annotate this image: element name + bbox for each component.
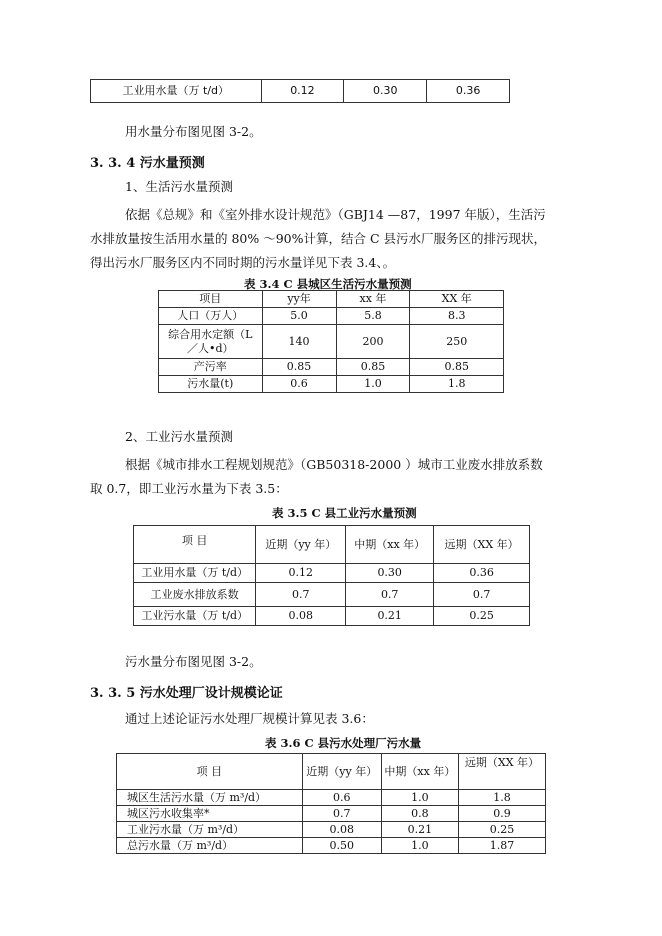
table-cell: 140 [262, 325, 336, 359]
table-header-row [159, 291, 504, 308]
section-heading-3-3-4: 3. 3. 4 污水量预测 [90, 156, 205, 171]
table-cell: 0.6 [262, 376, 336, 393]
figure-reference: 污水量分布图见图 3-2。 [125, 654, 262, 669]
column-header: xx 年 [336, 291, 410, 308]
table-cell: 0.85 [410, 359, 504, 376]
column-header: yy年 [262, 291, 336, 308]
table-row [159, 325, 504, 359]
table-cell: 0.08 [256, 607, 346, 626]
table-cell: 0.9 [458, 806, 545, 822]
table-3-6 [116, 753, 546, 854]
table-row [159, 376, 504, 393]
table-cell: 0.08 [302, 822, 381, 838]
table-row [117, 838, 546, 854]
subheading-domestic: 1、生活污水量预测 [125, 179, 233, 194]
section-heading-3-3-5: 3. 3. 5 污水处理厂设计规模论证 [90, 686, 283, 701]
table-cell: 0.7 [302, 806, 381, 822]
table-row [117, 806, 546, 822]
paragraph-line: 取 0.7，即工业污水量为下表 3.5： [90, 481, 288, 496]
table-cell: 0.7 [434, 583, 530, 607]
table-cell: 0.50 [302, 838, 381, 854]
table-cell: 200 [336, 325, 410, 359]
table-header-row [117, 754, 546, 790]
table-3-4 [158, 290, 504, 393]
paragraph: 通过上述论证污水处理厂规模计算见表 3.6： [125, 711, 374, 726]
paragraph-line: 依据《总规》和《室外排水设计规范》（GBJ14 —87，1997 年版），生活污 [125, 207, 546, 222]
table-caption-3-4: 表 3.4 C 县城区生活污水量预测 [244, 277, 412, 291]
table-cell: 0.12 [256, 564, 346, 583]
table-cell: 0.6 [302, 790, 381, 806]
column-header: 中期（xx 年） [346, 526, 434, 564]
table-cell: 5.0 [262, 308, 336, 325]
figure-reference: 用水量分布图见图 3-2。 [125, 124, 262, 139]
table-caption-3-5: 表 3.5 C 县工业污水量预测 [272, 506, 417, 520]
table-row [159, 359, 504, 376]
table-cell: 1.8 [458, 790, 545, 806]
table-cell: 0.25 [458, 822, 545, 838]
table-cell: 0.8 [381, 806, 458, 822]
column-header: 中期（xx 年） [381, 754, 458, 790]
table-cell: 产污率 [159, 359, 263, 376]
table-cell: 0.85 [262, 359, 336, 376]
table-cell: 总污水量（万 m³/d） [117, 838, 303, 854]
table-cell: 5.8 [336, 308, 410, 325]
paragraph-line: 水排放量按生活用水量的 80% ～90%计算，结合 C 县污水厂服务区的排污现状， [90, 231, 547, 246]
top-partial-table [90, 79, 510, 103]
table-cell: 0.21 [346, 607, 434, 626]
table-cell: 1.0 [336, 376, 410, 393]
table-header-row [134, 526, 530, 564]
paragraph-line: 得出污水厂服务区内不同时期的污水量详见下表 3.4、。 [90, 255, 396, 270]
table-row [117, 822, 546, 838]
table-cell: 0.85 [336, 359, 410, 376]
table-cell: 污水量(t) [159, 376, 263, 393]
paragraph-line: 根据《城市排水工程规划规范》（GB50318-2000 ）城市工业废水排放系数 [125, 457, 543, 472]
table-row [134, 583, 530, 607]
column-header: 项 目 [134, 526, 256, 564]
column-header: 近期（yy 年） [302, 754, 381, 790]
table-cell: 0.36 [434, 564, 530, 583]
table-cell: 0.21 [381, 822, 458, 838]
table-cell: 0.7 [256, 583, 346, 607]
table-cell: 人口（万人） [159, 308, 263, 325]
table-row [117, 790, 546, 806]
table-row [134, 564, 530, 583]
table-cell: 0.25 [434, 607, 530, 626]
column-header: 项目 [159, 291, 263, 308]
table-cell: 0.36 [427, 80, 510, 103]
table-row [134, 607, 530, 626]
table-cell: 8.3 [410, 308, 504, 325]
column-header: 远期（XX 年） [458, 754, 545, 790]
table-cell: 工业废水排放系数 [134, 583, 256, 607]
table-cell: 0.30 [344, 80, 427, 103]
table-caption-3-6: 表 3.6 C 县污水处理厂污水量 [265, 736, 422, 750]
table-cell: 1.0 [381, 838, 458, 854]
column-header: XX 年 [410, 291, 504, 308]
subheading-industrial: 2、工业污水量预测 [125, 429, 233, 444]
table-cell: 1.87 [458, 838, 545, 854]
column-header: 近期（yy 年） [256, 526, 346, 564]
table-cell: 城区生活污水量（万 m³/d） [117, 790, 303, 806]
table-cell: 工业污水量（万 m³/d） [117, 822, 303, 838]
table-3-5 [133, 525, 530, 626]
table-cell: 工业用水量（万 t/d） [134, 564, 256, 583]
table-cell: 城区污水收集率* [117, 806, 303, 822]
table-cell: 工业污水量（万 t/d） [134, 607, 256, 626]
table-cell: 综合用水定额（L／人•d） [159, 325, 263, 359]
table-cell: 250 [410, 325, 504, 359]
column-header: 远期（XX 年） [434, 526, 530, 564]
table-cell: 1.0 [381, 790, 458, 806]
table-row [91, 80, 510, 103]
table-cell: 0.7 [346, 583, 434, 607]
table-row [159, 308, 504, 325]
table-cell: 1.8 [410, 376, 504, 393]
table-cell: 工业用水量（万 t/d） [91, 80, 262, 103]
column-header: 项 目 [117, 754, 303, 790]
table-cell: 0.12 [261, 80, 344, 103]
table-cell: 0.30 [346, 564, 434, 583]
